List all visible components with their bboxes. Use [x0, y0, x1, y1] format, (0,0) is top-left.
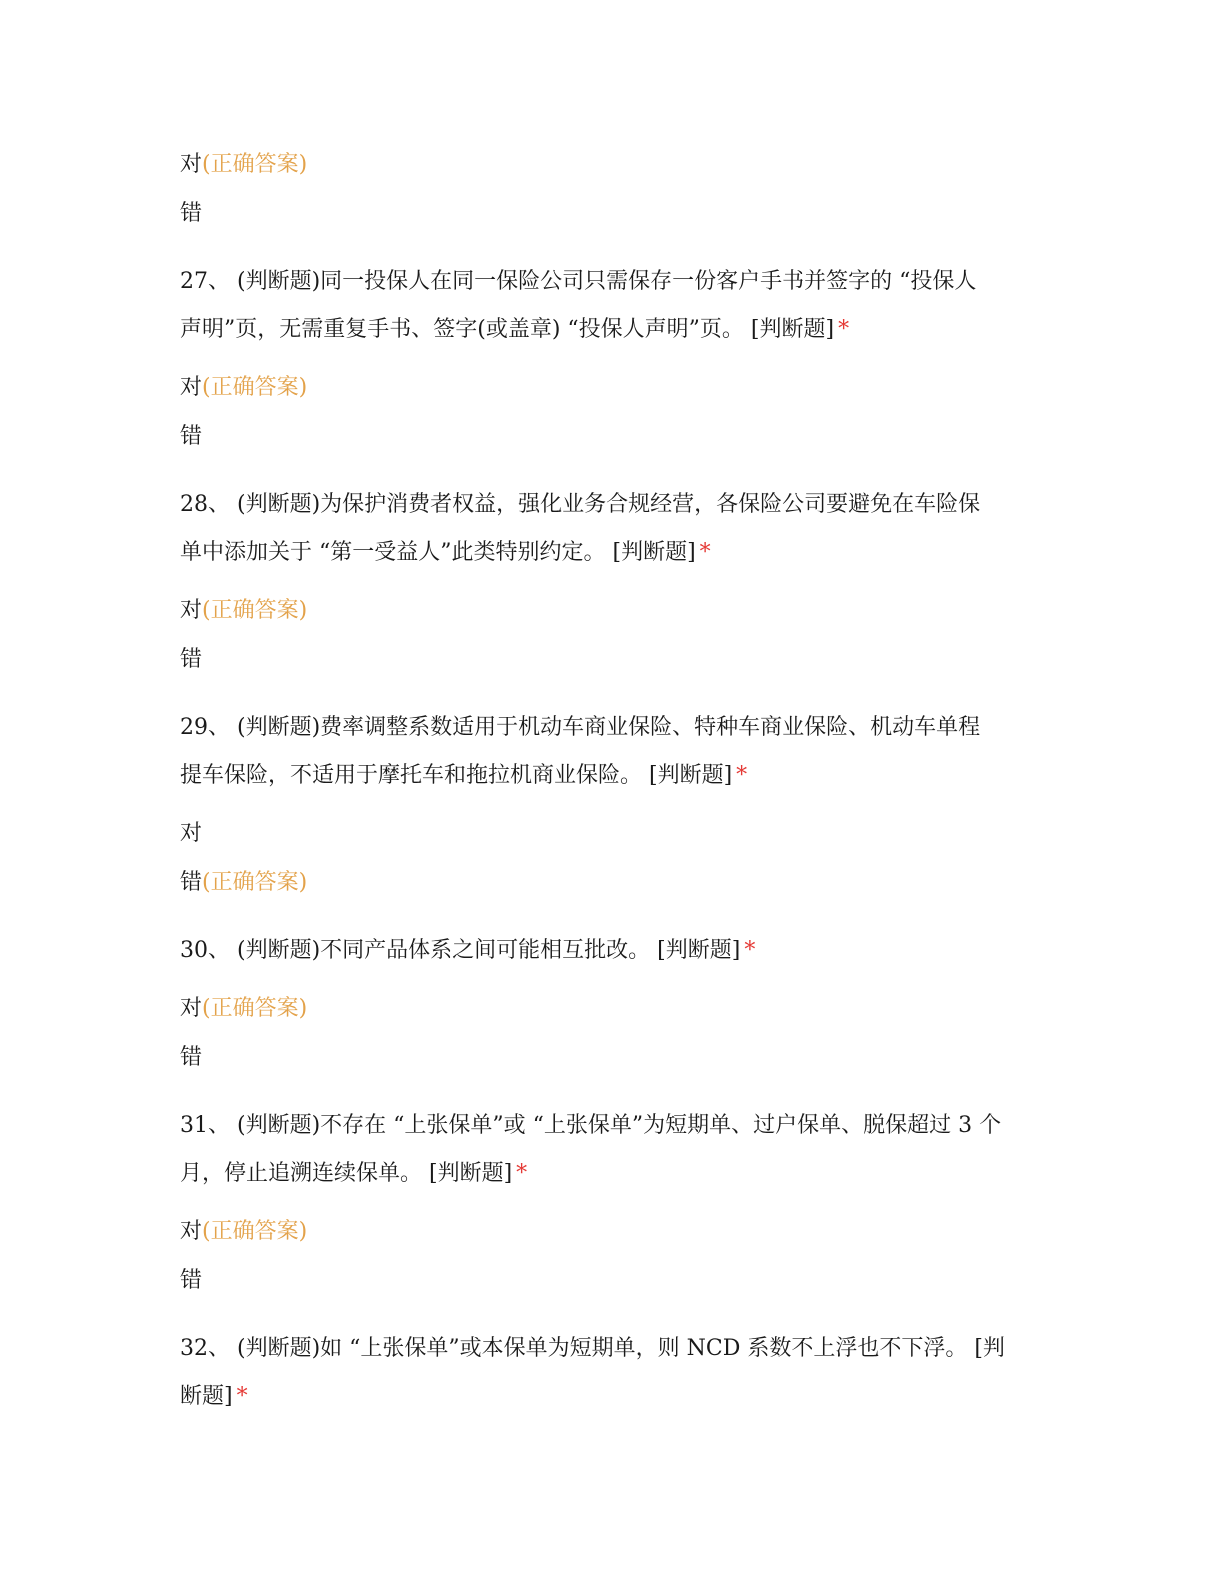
required-mark: *	[699, 540, 711, 565]
question-28-text-line-2: 单中添加关于 “第一受益人”此类特别约定。 [判断题] *	[180, 540, 711, 565]
question-28-text-line-1: 28、 (判断题)为保护消费者权益，强化业务合规经营，各保险公司要避免在车险保	[180, 492, 981, 517]
question-31-option-false[interactable]	[180, 1266, 1050, 1296]
correct-answer-tag: (正确答案)	[202, 375, 308, 400]
question-30-option-true[interactable]	[180, 994, 1050, 1024]
question-27-text-line-2: 声明”页，无需重复手书、签字(或盖章) “投保人声明”页。 [判断题] *	[180, 317, 850, 342]
option-label: 对	[180, 152, 203, 177]
option-label: 错	[180, 870, 203, 895]
question-27-option-true[interactable]	[180, 373, 1050, 403]
option-label: 对	[180, 375, 203, 400]
question-32-text-line-2: 断题] *	[180, 1384, 248, 1409]
option-label: 错	[180, 1045, 203, 1070]
option-label: 错	[180, 424, 203, 449]
correct-answer-tag: (正确答案)	[202, 870, 308, 895]
question-31-text-line-1: 31、 (判断题)不存在 “上张保单”或 “上张保单”为短期单、过户保单、脱保超过 3 个	[180, 1113, 1002, 1138]
option-label: 错	[180, 201, 203, 226]
required-mark: *	[744, 938, 756, 963]
option-label: 对	[180, 598, 203, 623]
question-28-option-true[interactable]	[180, 596, 1050, 626]
question-29-text-line-2: 提车保险，不适用于摩托车和拖拉机商业保险。 [判断题] *	[180, 763, 748, 788]
question-31-text-line-2: 月，停止追溯连续保单。 [判断题] *	[180, 1161, 528, 1186]
option-false[interactable]	[180, 199, 1050, 229]
option-label: 错	[180, 647, 203, 672]
required-mark: *	[838, 317, 850, 342]
question-31-option-true[interactable]	[180, 1217, 1050, 1247]
option-label: 错	[180, 1268, 203, 1293]
option-label: 对	[180, 821, 203, 846]
correct-answer-tag: (正确答案)	[202, 996, 308, 1021]
correct-answer-tag: (正确答案)	[202, 152, 308, 177]
option-true[interactable]	[180, 150, 1050, 180]
question-28-option-false[interactable]	[180, 645, 1050, 675]
question-30-option-false[interactable]	[180, 1043, 1050, 1073]
question-32-text-line-1: 32、 (判断题)如 “上张保单”或本保单为短期单，则 NCD 系数不上浮也不下浮。 [判	[180, 1336, 1005, 1361]
required-mark: *	[516, 1161, 528, 1186]
question-29-text-line-1: 29、 (判断题)费率调整系数适用于机动车商业保险、特种车商业保险、机动车单程	[180, 715, 981, 740]
option-label: 对	[180, 1219, 203, 1244]
question-27-text-line-1: 27、 (判断题)同一投保人在同一保险公司只需保存一份客户手书并签字的 “投保人	[180, 269, 977, 294]
correct-answer-tag: (正确答案)	[202, 598, 308, 623]
required-mark: *	[736, 763, 748, 788]
question-27-option-false[interactable]	[180, 422, 1050, 452]
option-label: 对	[180, 996, 203, 1021]
correct-answer-tag: (正确答案)	[202, 1219, 308, 1244]
question-30-text-line-1: 30、 (判断题)不同产品体系之间可能相互批改。 [判断题] *	[180, 938, 756, 963]
question-29-option-true[interactable]	[180, 819, 1050, 849]
required-mark: *	[236, 1384, 248, 1409]
question-29-option-false[interactable]	[180, 868, 1050, 898]
